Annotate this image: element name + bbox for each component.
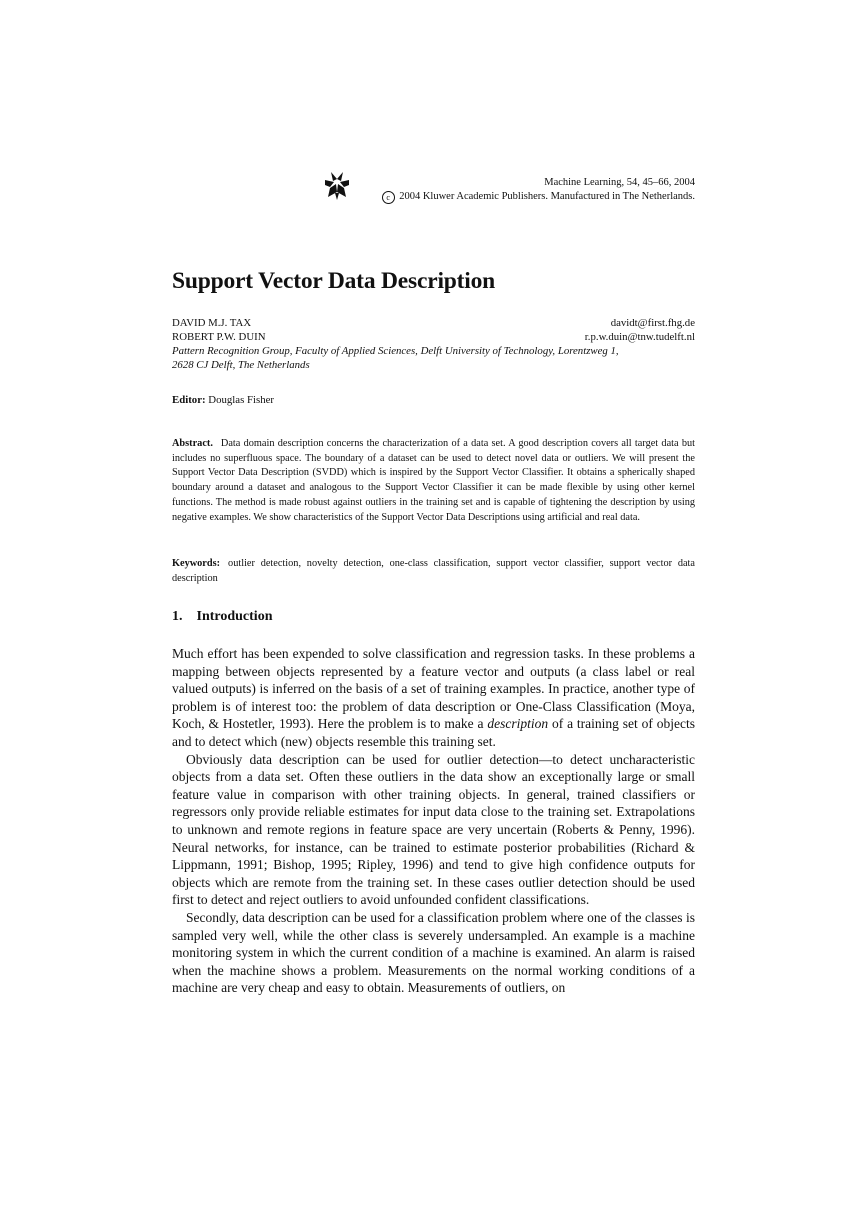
editor-label: Editor: (172, 394, 206, 406)
author-email: r.p.w.duin@tnw.tudelft.nl (584, 331, 695, 343)
copyright-text: 2004 Kluwer Academic Publishers. Manufactured in The Netherlands. (399, 191, 695, 202)
paragraph: Secondly, data description can be used for a classification problem where one of the classes is sampled very well, while the other class is severely undersampled. An example is a machine monitoring system in which the current condition of a machine is examined. An alarm is raised when the machine shows a problem. Measurements on the normal working conditions of a machine are very cheap and easy to obtain. Measurements of outliers, on (172, 909, 695, 996)
paragraph-text: Much effort has been expended to solve classification and regression tasks. In these problems a mapping between objects represented by a feature vector and outputs (a class label or real valued outputs) is inferred on the basis of a set of training examples. In practice, another type of problem is of interest too: the problem of data description or One-Class Classification (Moya, Koch, & Hostetler, 1993). Here the problem is to make a (172, 646, 695, 732)
copyright-line (382, 190, 695, 204)
keywords (172, 557, 695, 586)
journal-citation: Machine Learning, 54, 45–66, 2004 (544, 177, 695, 188)
editor-line (172, 394, 274, 406)
author-block (172, 316, 695, 372)
keywords-text: outlier detection, novelty detection, one-class classification, support vector classifier, support vector data description (172, 558, 695, 584)
paper-title: Support Vector Data Description (172, 268, 496, 294)
paragraph-text: of a training set of objects and to detect which (new) objects resemble this training set. (172, 716, 696, 749)
section-heading (172, 609, 272, 625)
body-text (172, 645, 695, 997)
author-row (172, 330, 695, 344)
abstract-text: Data domain description concerns the characterization of a data set. A good description covers all target data but includes no superfluous space. The boundary of a dataset can be used to detect novel data or outliers. We will present the Support Vector Data Description (SVDD) which is inspired by the Support Vector Classifier. It obtains a spherically shaped boundary around a dataset and analogous to the Support Vector Classifier it can be made flexible by using other kernel functions. The method is made robust against outliers in the training set and is capable of tightening the description by using negative examples. We show characteristics of the Support Vector Data Descriptions using artificial and real data. (172, 438, 695, 523)
keywords-label: Keywords: (172, 558, 221, 569)
affiliation-line: 2628 CJ Delft, The Netherlands (172, 359, 310, 371)
paragraph: Obviously data description can be used for outlier detection—to detect uncharacteristic objects from a data set. Often these outliers in the data show an exceptionally large or small feature value in comparison with other training objects. In general, trained classifiers or regressors only provide reliable estimates for input data close to the training set. Extrapolations to unknown and remote regions in feature space are very uncertain (Roberts & Penny, 1996). Neural networks, for instance, can be trained to estimate posterior probabilities (Richard & Lippmann, 1991; Bishop, 1995; Ripley, 1996) and tend to give high confidence outputs for objects which are remote from the training set. In these cases outlier detection should be used first to detect and reject outliers to avoid unfounded confident classifications. (172, 751, 695, 908)
author-name: ROBERT P.W. DUIN (172, 331, 266, 343)
affiliation-line: Pattern Recognition Group, Faculty of Applied Sciences, Delft University of Technology, Lorentzweg 1, (172, 345, 619, 357)
editor-name: Douglas Fisher (208, 394, 274, 406)
paragraph (172, 645, 695, 751)
section-title: Introduction (196, 609, 273, 624)
copyright-symbol: c (382, 191, 395, 204)
journal-header (322, 171, 695, 207)
author-email: davidt@first.fhg.de (610, 317, 695, 329)
abstract (172, 437, 695, 525)
author-row (172, 316, 695, 330)
section-number: 1. (172, 609, 183, 624)
author-name: DAVID M.J. TAX (172, 317, 252, 329)
publisher-logo-icon (324, 171, 350, 201)
abstract-label: Abstract. (172, 438, 213, 449)
emphasis-text: description (487, 716, 549, 732)
